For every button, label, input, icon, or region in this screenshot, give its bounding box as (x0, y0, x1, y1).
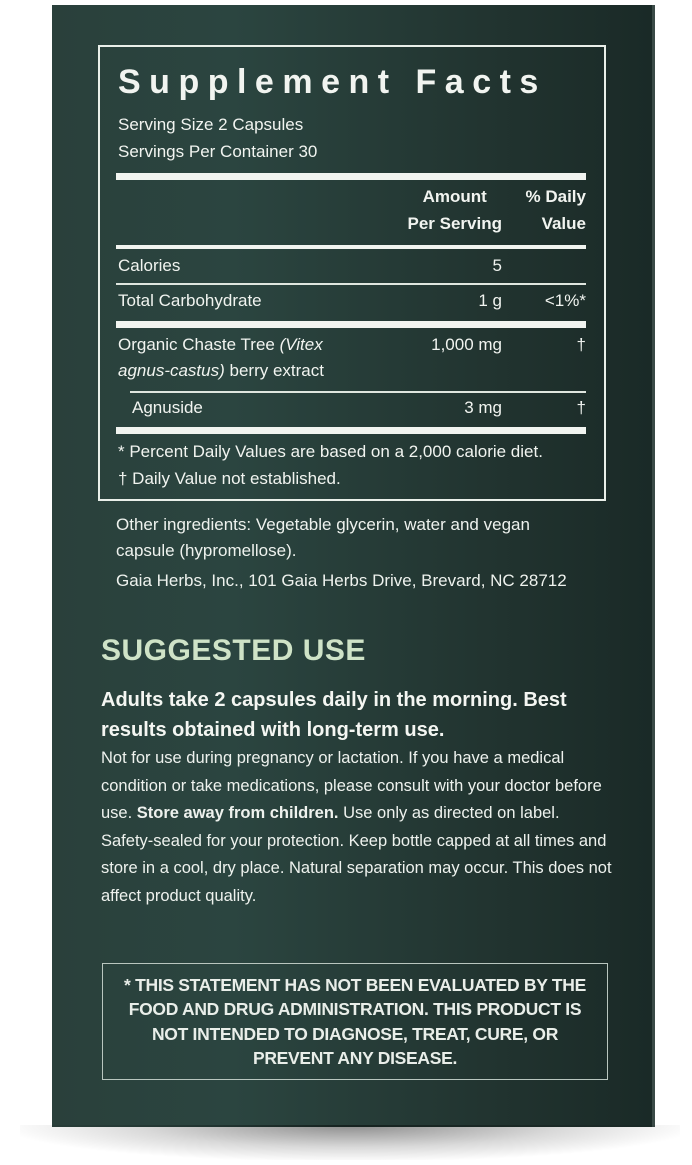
row-agnuside-label: Agnuside (132, 398, 203, 417)
serving-size: Serving Size 2 Capsules (118, 115, 304, 134)
divider-thick (116, 173, 586, 180)
suggested-use-directions: Adults take 2 capsules daily in the morning. Best results obtained with long-term use. (101, 689, 567, 741)
supplement-facts-title: Supplement Facts (118, 63, 547, 101)
row-calories-amount: 5 (492, 256, 502, 275)
supplement-facts-box (98, 45, 606, 501)
row-agnuside-dv: † (576, 398, 586, 417)
panel-shadow (20, 1125, 680, 1160)
divider-medium (116, 245, 586, 249)
fda-disclaimer-text: * THIS STATEMENT HAS NOT BEEN EVALUATED BY THE FOOD AND DRUG ADMINISTRATION. THIS PRODUCT IS NOT INTENDED TO DIAGNOSE, TREAT, CURE, OR PREVENT ANY DISEASE. (124, 974, 586, 1068)
divider-thin (130, 391, 586, 393)
fda-disclaimer-box (102, 963, 608, 1080)
row-carb-amount: 1 g (478, 291, 502, 310)
row-agnuside-amount: 3 mg (464, 398, 502, 417)
row-chaste-tree-amount: 1,000 mg (431, 335, 502, 354)
footnote-percent-dv: * Percent Daily Values are based on a 2,000 calorie diet. (118, 442, 543, 461)
amount-per-serving-header: Amount Per Serving (407, 187, 502, 233)
row-calories-label: Calories (118, 256, 181, 275)
row-chaste-tree-dv: † (576, 335, 586, 354)
row-carb-dv: <1%* (544, 291, 586, 310)
suggested-use-warnings: Not for use during pregnancy or lactation. If you have a medical condition or take medications, please consult with your doctor before use. Store away from children. Use only as directed on label. Safety-sealed for your protection. Keep bottle capped at all times and store in a cool, dry place. Natural separation may occur. This does not affect product quality. (101, 749, 612, 905)
other-ingredients: Other ingredients: Vegetable glycerin, water and vegan capsule (hypromellose). (116, 515, 530, 560)
row-carb-label: Total Carbohydrate (118, 291, 262, 310)
row-chaste-tree-label: Organic Chaste Tree (Vitex agnus-castus) berry extract (118, 335, 324, 380)
servings-per-container: Servings Per Container 30 (118, 142, 318, 161)
divider-thin (116, 283, 586, 285)
manufacturer-address: Gaia Herbs, Inc., 101 Gaia Herbs Drive, Brevard, NC 28712 (116, 571, 567, 590)
footnote-dv-not-established: † Daily Value not established. (118, 469, 341, 488)
divider-thick (116, 321, 586, 328)
daily-value-header: % Daily Value (525, 187, 586, 233)
divider-thick (116, 427, 586, 434)
suggested-use-heading: SUGGESTED USE (101, 634, 366, 667)
store-away-warning: Store away from children. (136, 804, 339, 822)
